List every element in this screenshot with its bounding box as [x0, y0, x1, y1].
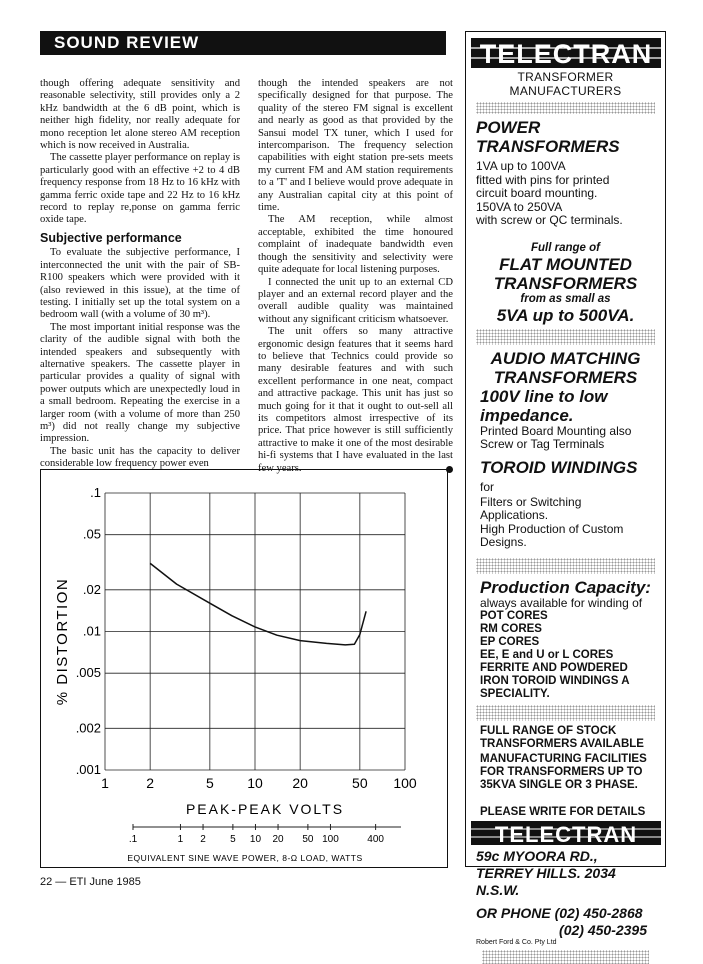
x-tick-label: 2 — [146, 775, 155, 791]
ad-line: 35KVA SINGLE OR 3 PHASE. — [480, 779, 638, 791]
ad-line: EE, E and U or L CORES — [480, 649, 614, 661]
100v-line-heading: 100V line to low — [480, 386, 608, 406]
y-tick-label: .1 — [90, 485, 101, 500]
secondary-tick-label: 20 — [272, 834, 284, 845]
impedance-heading: impedance. — [480, 405, 574, 425]
ad-line: Screw or Tag Terminals — [480, 437, 605, 451]
article-column-1 — [40, 78, 240, 471]
telectran-advert — [465, 31, 666, 946]
paragraph-text: The unit offers so many attractive ergonomic design features that it seems hard to believe that Technics could provide so many desirable features and with such excellent performance in one neat, compact and attractive package. This unit has just so much going for it that it ought to out-sell all its competitors almost irrespective of its price. That price however is still sufficiently attractive to make it one of the most desirable hi-fi systems that I have evaluated in the last few years. — [258, 326, 453, 474]
x-tick-label: 10 — [247, 775, 263, 791]
x-axis-label: PEAK-PEAK VOLTS — [185, 801, 345, 817]
y-tick-label: .02 — [82, 581, 101, 597]
flat-mounted-heading: FLAT MOUNTED — [499, 254, 632, 274]
paragraph: The cassette player performance on replay is particularly good with an effective +2 to 4 dB frequency response from 18 Hz to 16 kHz with gamma ferric oxide tape and 22 Hz to 16 kHz record to replay re,ponse on gamma ferric oxide tape. — [40, 152, 240, 226]
y-tick-label: .01 — [82, 623, 101, 639]
x-tick-label: 20 — [292, 775, 308, 791]
ad-line: FOR TRANSFORMERS UP TO — [480, 766, 643, 778]
ad-line: SPECIALITY. — [480, 688, 550, 700]
paragraph: To evaluate the subjective performance, I interconnected the unit with the pair of SB-R100 speakers which were provided with it (also reviewed in this issue), at the time of testing. I initially set up the total system on a bedroom wall (with a volume of 30 m³). — [40, 247, 240, 321]
secondary-tick-label: 100 — [322, 834, 339, 845]
ad-line: 1VA up to 100VA — [476, 159, 566, 173]
telectran-logo-small — [471, 821, 661, 845]
paragraph — [258, 326, 453, 475]
ad-line: circuit board mounting. — [476, 186, 598, 200]
secondary-tick-label: 1 — [177, 834, 184, 845]
ad-subtitle: TRANSFORMER MANUFACTURERS — [509, 70, 622, 98]
ad-line: MANUFACTURING FACILITIES — [480, 753, 647, 765]
ad-line: POT CORES — [480, 610, 548, 622]
ad-line: always available for winding of — [480, 595, 643, 610]
dot-band — [476, 705, 655, 721]
ad-line: Full range of — [531, 241, 600, 254]
section-header-bar — [40, 31, 446, 55]
ad-line: Designs. — [480, 535, 527, 549]
va-range-heading: 5VA up to 500VA. — [496, 305, 635, 325]
secondary-axis-label: EQUIVALENT SINE WAVE POWER, 8-Ω LOAD, WATTS — [127, 853, 363, 863]
address-line-1: 59c MYOORA RD., — [476, 848, 598, 864]
ad-line: 150VA to 250VA — [476, 199, 563, 214]
company-name: Robert Ford & Co. Pty Ltd — [476, 939, 557, 946]
production-capacity-heading: Production Capacity: — [480, 577, 651, 597]
logo-text: TELECTRAN — [479, 39, 652, 68]
dot-band — [476, 329, 655, 345]
ad-line: FULL RANGE OF STOCK — [480, 725, 617, 737]
flat-mounted-heading-2: TRANSFORMERS — [493, 273, 638, 293]
ad-line: IRON TOROID WINDINGS A — [480, 675, 630, 687]
write-details: PLEASE WRITE FOR DETAILS — [480, 806, 646, 818]
telectran-logo — [471, 38, 661, 68]
article-column-2 — [258, 78, 453, 475]
dot-band — [476, 558, 655, 574]
power-transformers-heading: POWER TRANSFORMERS — [476, 118, 620, 156]
distortion-curve — [150, 563, 366, 645]
section-heading: Subjective performance — [40, 230, 182, 245]
x-tick-label: 1 — [101, 775, 109, 791]
page-footer: 22 — ETI June 1985 — [40, 876, 141, 888]
audio-matching-heading-2: TRANSFORMERS — [493, 367, 638, 387]
y-tick-label: .001 — [75, 762, 101, 777]
paragraph: though the intended speakers are not specifically designed for that purpose. The quality of the stereo FM signal is excellent and nearly as good as that provided by the Sansui model TX tuner, which I used for intercomparison. The frequency selection capabilities with eight station pre-sets meets my current FM and AM station requirements to a 'T' and I believe would prove adequate in any Australian capital city at this point of time. — [258, 78, 453, 214]
ad-line: Filters or Switching Applications. — [480, 494, 582, 522]
x-tick-label: 5 — [205, 775, 214, 791]
secondary-tick-label: 50 — [302, 834, 314, 845]
secondary-tick-label: .1 — [128, 834, 138, 845]
secondary-tick-label: 10 — [249, 834, 262, 845]
paragraph: The most important initial response was the clarity of the audible signal with both the intended speakers and subsequently with alternative speakers. The cassette player in particular provides a quality of signal with power outputs which are unexpectedly loud in a small bedroom. Repeating the exercise in a larger room (with a volume of more than 250 m³) did not really change my subjective impression. — [40, 321, 240, 445]
y-tick-label: .005 — [75, 665, 101, 681]
ad-line: from as small as — [520, 292, 611, 305]
dot-band — [476, 102, 655, 114]
secondary-tick-label: 400 — [367, 834, 384, 845]
ad-line: TRANSFORMERS AVAILABLE — [480, 738, 644, 750]
chart-svg — [41, 470, 446, 866]
ad-line: High Production of Custom — [480, 521, 624, 536]
dot-band — [482, 950, 649, 964]
toroid-heading: TOROID WINDINGS — [480, 457, 638, 477]
ad-line: fitted with pins for printed — [476, 172, 610, 187]
y-tick-label: .002 — [75, 720, 101, 736]
ad-line: with screw or QC terminals. — [476, 213, 623, 227]
secondary-tick-label: 2 — [200, 834, 206, 845]
ad-line: EP CORES — [480, 636, 540, 648]
y-tick-label: .05 — [82, 526, 101, 542]
x-tick-label: 100 — [393, 775, 417, 791]
ad-line: FERRITE AND POWDERED — [480, 662, 628, 674]
address-line-2: TERREY HILLS. 2034 N.S.W. — [476, 865, 616, 898]
phone-line-1: OR PHONE (02) 450-2868 — [476, 905, 643, 921]
x-tick-label: 50 — [352, 775, 368, 791]
y-axis-label: % DISTORTION — [54, 577, 71, 706]
ad-line: RM CORES — [480, 623, 542, 635]
paragraph: I connected the unit up to an external CD player and an external record player and the overall audible quality was maintained without any significant criticism whatsoever. — [258, 276, 453, 325]
paragraph: The basic unit has the capacity to deliver considerable low frequency power even — [40, 445, 240, 470]
paragraph: The AM reception, while almost acceptable, exhibited the time honoured complaint of inadequate bandwidth even though the sensitivity and selectivity were quite adequate for local listening purposes. — [258, 214, 453, 276]
section-title: SOUND REVIEW — [54, 33, 200, 52]
toroid-line — [480, 458, 651, 496]
paragraph: though offering adequate sensitivity and reasonable selectivity, still provides only a 2 kHz bandwidth at the 6 dB point, which is neither high fidelity, nor really adequate for mono reception let alone stereo AM reception which is now received in Australia. — [40, 78, 240, 152]
secondary-tick-label: 5 — [230, 834, 236, 845]
ad-line: for — [480, 479, 495, 494]
phone-line-2: (02) 450-2395 — [559, 922, 647, 938]
logo-text: TELECTRAN — [494, 822, 637, 845]
ad-line: Printed Board Mounting also — [480, 423, 632, 438]
audio-matching-heading: AUDIO MATCHING — [490, 348, 641, 368]
distortion-chart — [40, 469, 448, 868]
